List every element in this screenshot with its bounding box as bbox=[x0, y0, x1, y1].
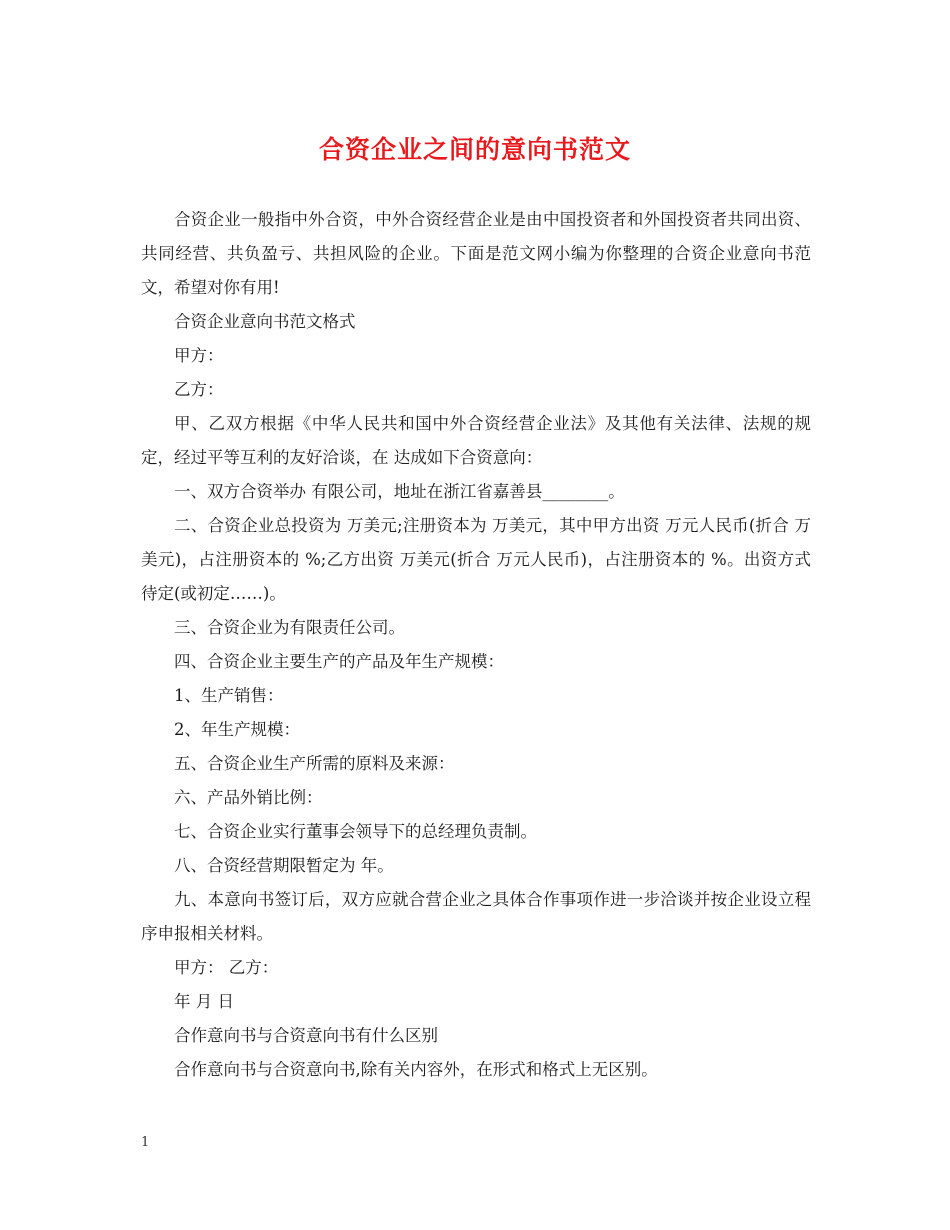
date-line: 年 月 日 bbox=[174, 992, 234, 1011]
intro-paragraph: 合资企业一般指中外合资，中外合资经营企业是由中国投资者和外国投资者共同出资、共同经营、共负盈亏、共担风险的企业。下面是范文网小编为你整理的合资企业意向书范文，希望对你有用! bbox=[141, 210, 811, 297]
clause-2: 二、合资企业总投资为 万美元;注册资本为 万美元，其中甲方出资 万元人民币(折合 万美元)，占注册资本的 %;乙方出资 万美元(折合 万元人民币)，占注册资本的 %。出资方式待定(或初定……)。 bbox=[141, 516, 811, 603]
clause-6: 六、产品外销比例： bbox=[174, 788, 323, 807]
clause-9: 九、本意向书签订后，双方应就合营企业之具体合作事项作进一步洽谈并按企业设立程序申报相关材料。 bbox=[141, 890, 811, 943]
clause-4-item-2: 2、年生产规模： bbox=[174, 720, 300, 739]
clause-7: 七、合资企业实行董事会领导下的总经理负责制。 bbox=[174, 822, 537, 841]
preamble-paragraph: 甲、乙双方根据《中华人民共和国中外合资经营企业法》及其他有关法律、法规的规定，经过平等互利的友好洽谈，在 达成如下合资意向： bbox=[141, 414, 811, 467]
section-heading-format: 合资企业意向书范文格式 bbox=[174, 312, 356, 331]
section-heading-difference: 合作意向书与合资意向书有什么区别 bbox=[174, 1026, 438, 1045]
document-body bbox=[141, 203, 811, 1087]
page-number: 1 bbox=[141, 1135, 150, 1150]
party-b-line: 乙方： bbox=[174, 380, 224, 399]
signature-line: 甲方： 乙方： bbox=[174, 958, 279, 977]
clause-1: 一、双方合资举办 有限公司，地址在浙江省嘉善县________。 bbox=[174, 482, 625, 501]
difference-paragraph: 合作意向书与合资意向书,除有关内容外，在形式和格式上无区别。 bbox=[174, 1060, 658, 1079]
clause-4: 四、合资企业主要生产的产品及年生产规模： bbox=[174, 652, 504, 671]
clause-8: 八、合资经营期限暂定为 年。 bbox=[174, 856, 394, 875]
clause-3: 三、合资企业为有限责任公司。 bbox=[174, 618, 405, 637]
party-a-line: 甲方： bbox=[174, 346, 224, 365]
document-title: 合资企业之间的意向书范文 bbox=[318, 135, 631, 164]
clause-4-item-1: 1、生产销售： bbox=[174, 686, 284, 705]
clause-5: 五、合资企业生产所需的原料及来源： bbox=[174, 754, 455, 773]
